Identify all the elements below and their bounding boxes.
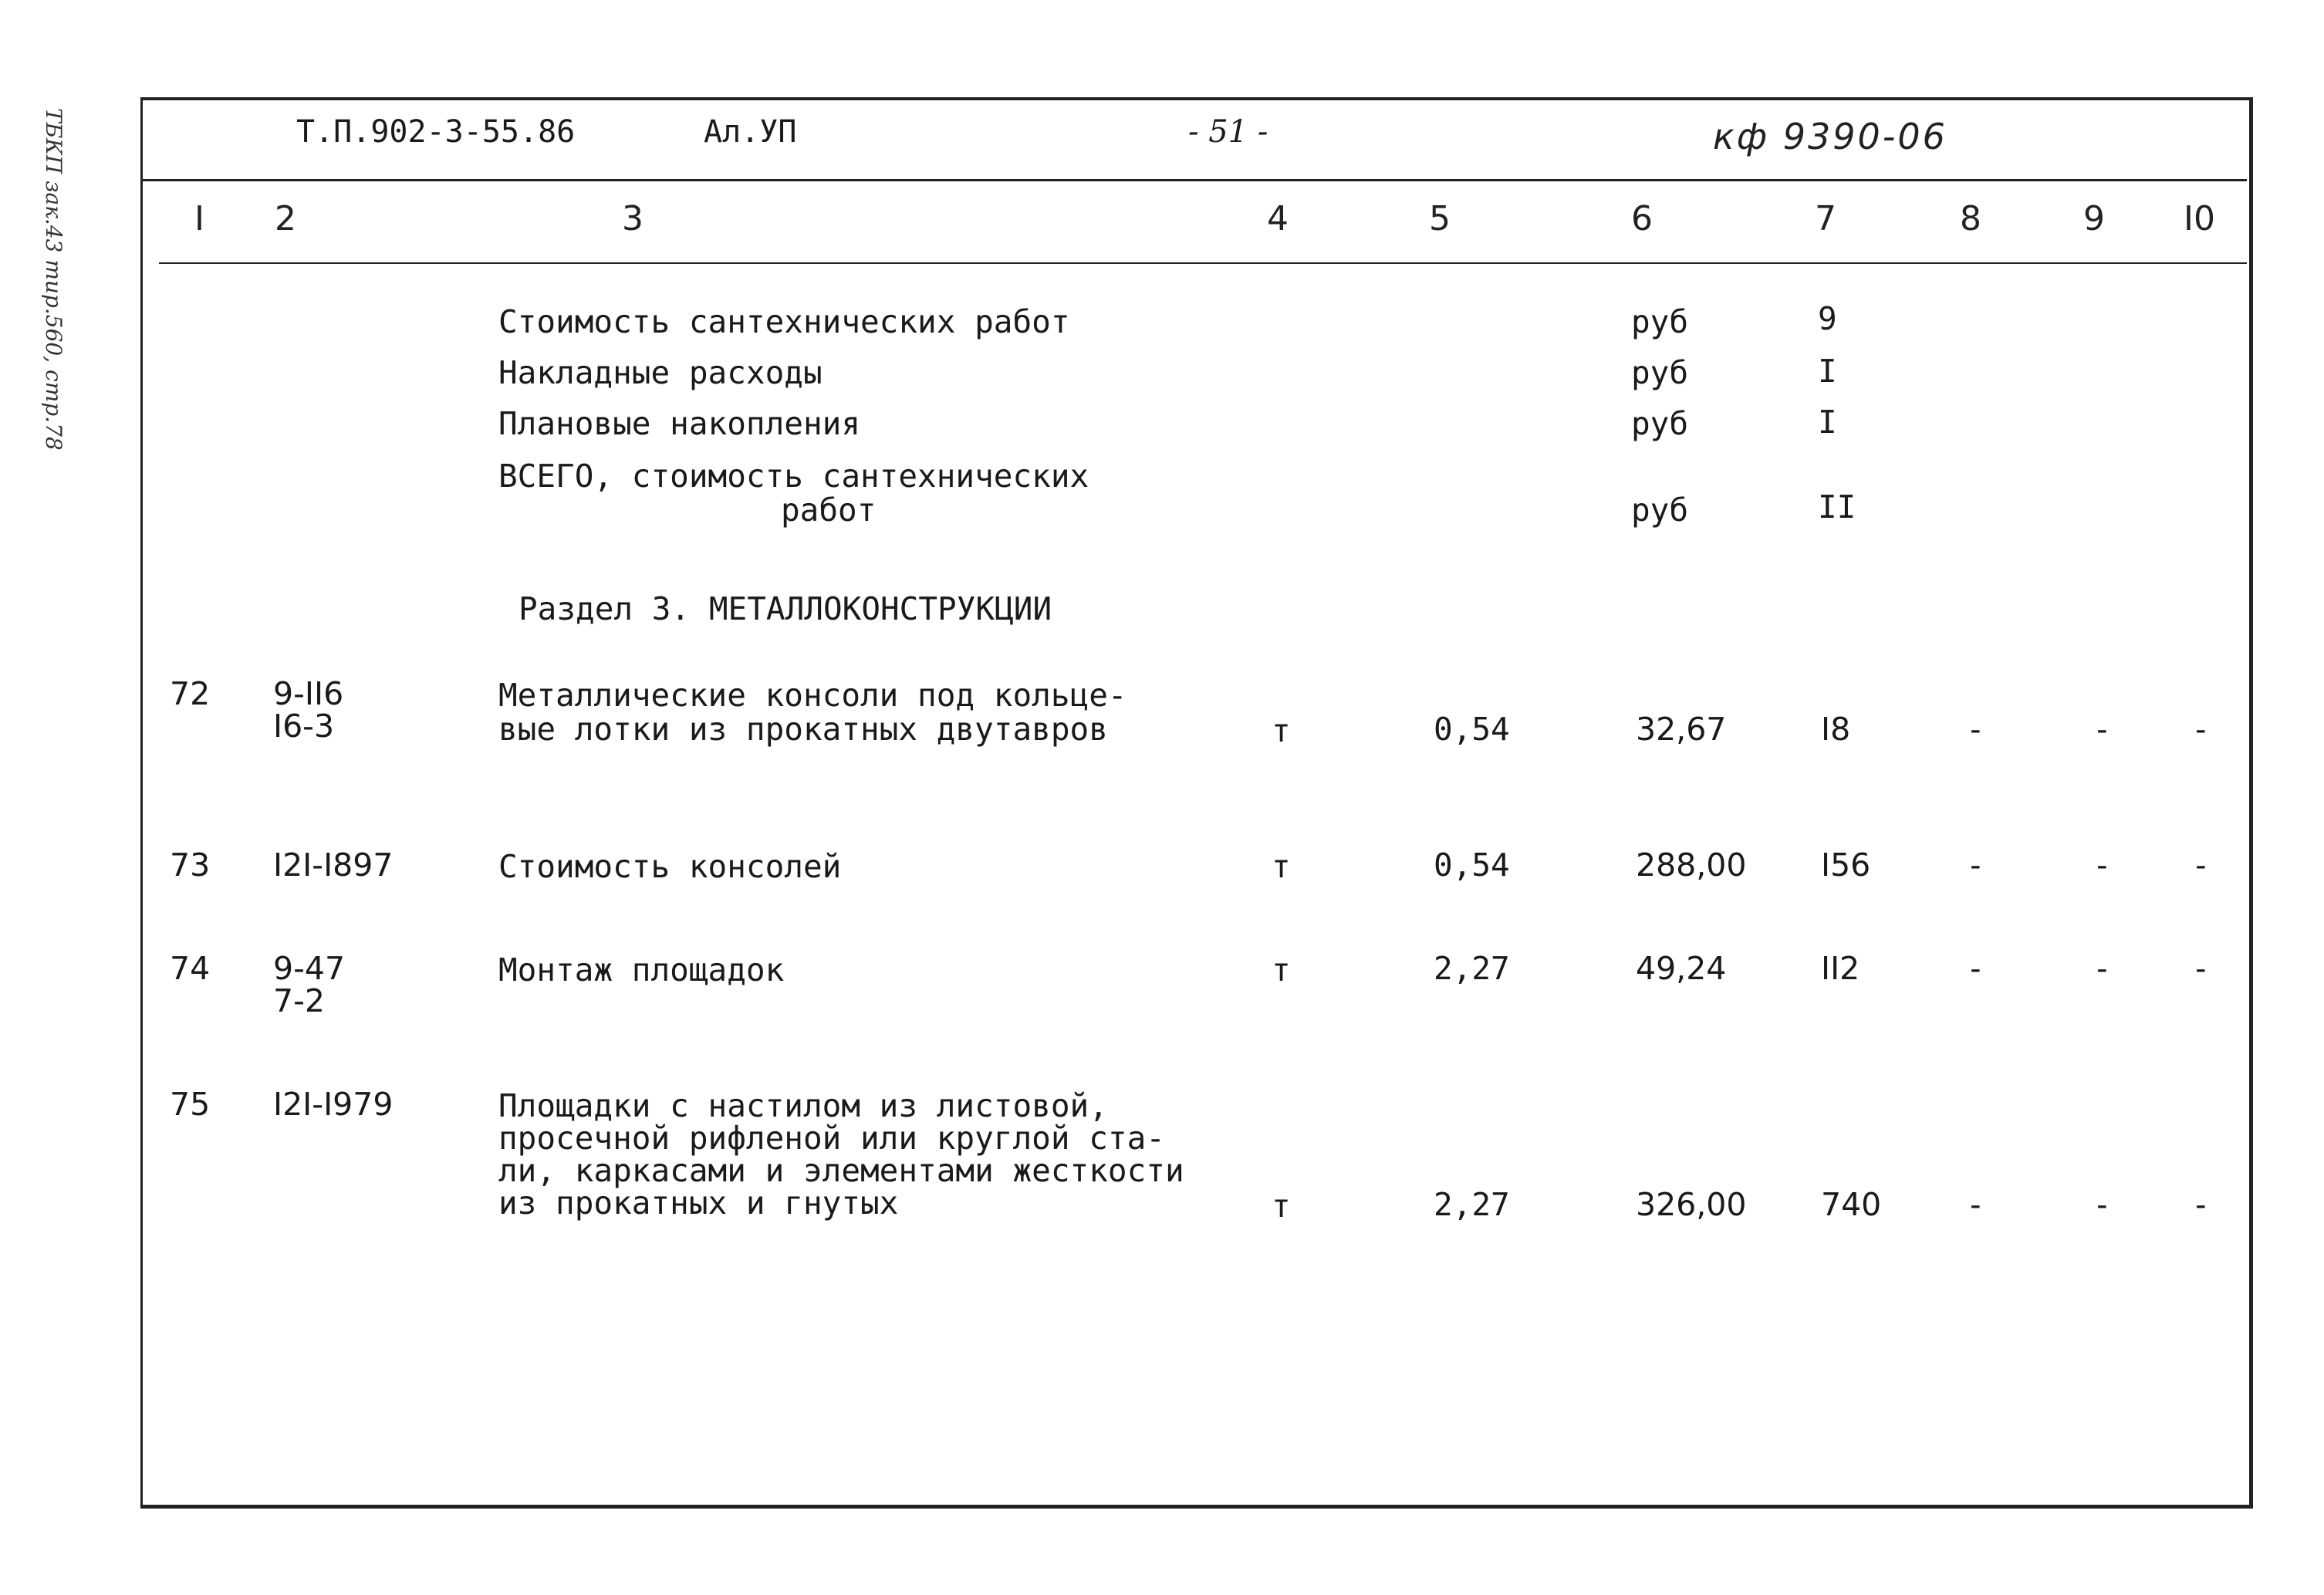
row-code: I2I-I897 [273, 846, 394, 884]
row-unit-price: 288,00 [1636, 846, 1747, 884]
summary-unit: руб [1631, 354, 1689, 391]
margin-print-note: ТБКП зак.43 тир.560, стр.78 [41, 108, 66, 451]
column-number: 7 [1815, 199, 1836, 238]
summary-value: I [1818, 353, 1837, 390]
row-total: I56 [1821, 846, 1871, 884]
row-total: I8 [1821, 711, 1851, 748]
row-quantity: 2,27 [1434, 1186, 1510, 1223]
row-description: Площадки с настилом из листовой, [498, 1087, 1108, 1124]
row-description: ли, каркасами и элементами жесткости [498, 1152, 1184, 1189]
column-header-divider [159, 262, 2247, 264]
row-col10: - [2191, 1186, 2211, 1223]
row-col10: - [2191, 950, 2211, 987]
column-number: 8 [1960, 199, 1981, 238]
summary-unit: руб [1631, 492, 1689, 529]
row-description: из прокатных и гнутых [498, 1184, 899, 1222]
summary-value: II [1818, 488, 1856, 525]
page-number: - 51 - [1188, 114, 1268, 150]
summary-label-continued: работ [781, 492, 877, 529]
row-number: 74 [170, 950, 211, 987]
summary-label: Плановые накопления [498, 405, 860, 442]
summary-value: 9 [1818, 300, 1837, 337]
row-description: Стоимость консолей [498, 848, 842, 885]
row-quantity: 2,27 [1434, 950, 1510, 987]
row-total: II2 [1821, 950, 1860, 987]
summary-value: I [1818, 404, 1837, 441]
page-frame [140, 97, 2253, 1509]
section-title: Раздел 3. МЕТАЛЛОКОНСТРУКЦИИ [519, 590, 1052, 627]
project-code: Т.П.902-3-55.86 [296, 114, 576, 150]
row-number: 75 [170, 1086, 211, 1123]
row-col10: - [2191, 846, 2211, 884]
row-number: 73 [170, 846, 211, 884]
row-col8: - [1966, 711, 1985, 748]
row-quantity: 0,54 [1434, 711, 1510, 748]
row-unit: т [1272, 848, 1291, 885]
header-divider [140, 179, 2247, 181]
column-number: 5 [1429, 199, 1451, 238]
row-col9: - [2093, 950, 2112, 987]
row-unit: т [1272, 951, 1291, 988]
album-number: Ал.УП [704, 114, 797, 150]
row-code: 9-47 [273, 950, 346, 987]
row-code: 7-2 [273, 982, 325, 1019]
row-quantity: 0,54 [1434, 846, 1510, 884]
row-col9: - [2093, 1186, 2112, 1223]
column-number: 6 [1631, 199, 1653, 238]
row-description: просечной рифленой или круглой ста- [498, 1120, 1165, 1157]
row-unit-price: 326,00 [1636, 1186, 1747, 1223]
row-description: Металлические консоли под кольце- [498, 677, 1127, 714]
row-description: Монтаж площадок [498, 951, 785, 988]
row-description: вые лотки из прокатных двутавров [498, 711, 1108, 748]
summary-unit: руб [1631, 303, 1689, 340]
row-col8: - [1966, 1186, 1985, 1223]
row-col8: - [1966, 950, 1985, 987]
column-number: I0 [2184, 199, 2215, 238]
row-col8: - [1966, 846, 1985, 884]
summary-label: Накладные расходы [498, 354, 823, 391]
summary-label: Стоимость сантехнических работ [498, 303, 1070, 340]
row-unit: т [1272, 1188, 1291, 1225]
row-col9: - [2093, 711, 2112, 748]
summary-unit: руб [1631, 405, 1689, 442]
row-col10: - [2191, 711, 2211, 748]
row-total: 740 [1821, 1186, 1882, 1223]
row-code: I2I-I979 [273, 1086, 394, 1123]
column-number: 4 [1267, 199, 1289, 238]
row-code: 9-II6 [273, 675, 344, 712]
column-number: 3 [622, 199, 643, 238]
row-code: I6-3 [273, 708, 335, 745]
column-number: I [194, 199, 204, 238]
sheet-code: кф 9390-06 [1713, 116, 1947, 157]
column-number: 2 [275, 199, 296, 238]
row-unit-price: 49,24 [1636, 950, 1727, 987]
row-unit-price: 32,67 [1636, 711, 1727, 748]
row-number: 72 [170, 675, 211, 712]
row-col9: - [2093, 846, 2112, 884]
summary-label: ВСЕГО, стоимость сантехнических [498, 458, 1089, 495]
row-unit: т [1272, 712, 1291, 749]
column-number: 9 [2083, 199, 2105, 238]
